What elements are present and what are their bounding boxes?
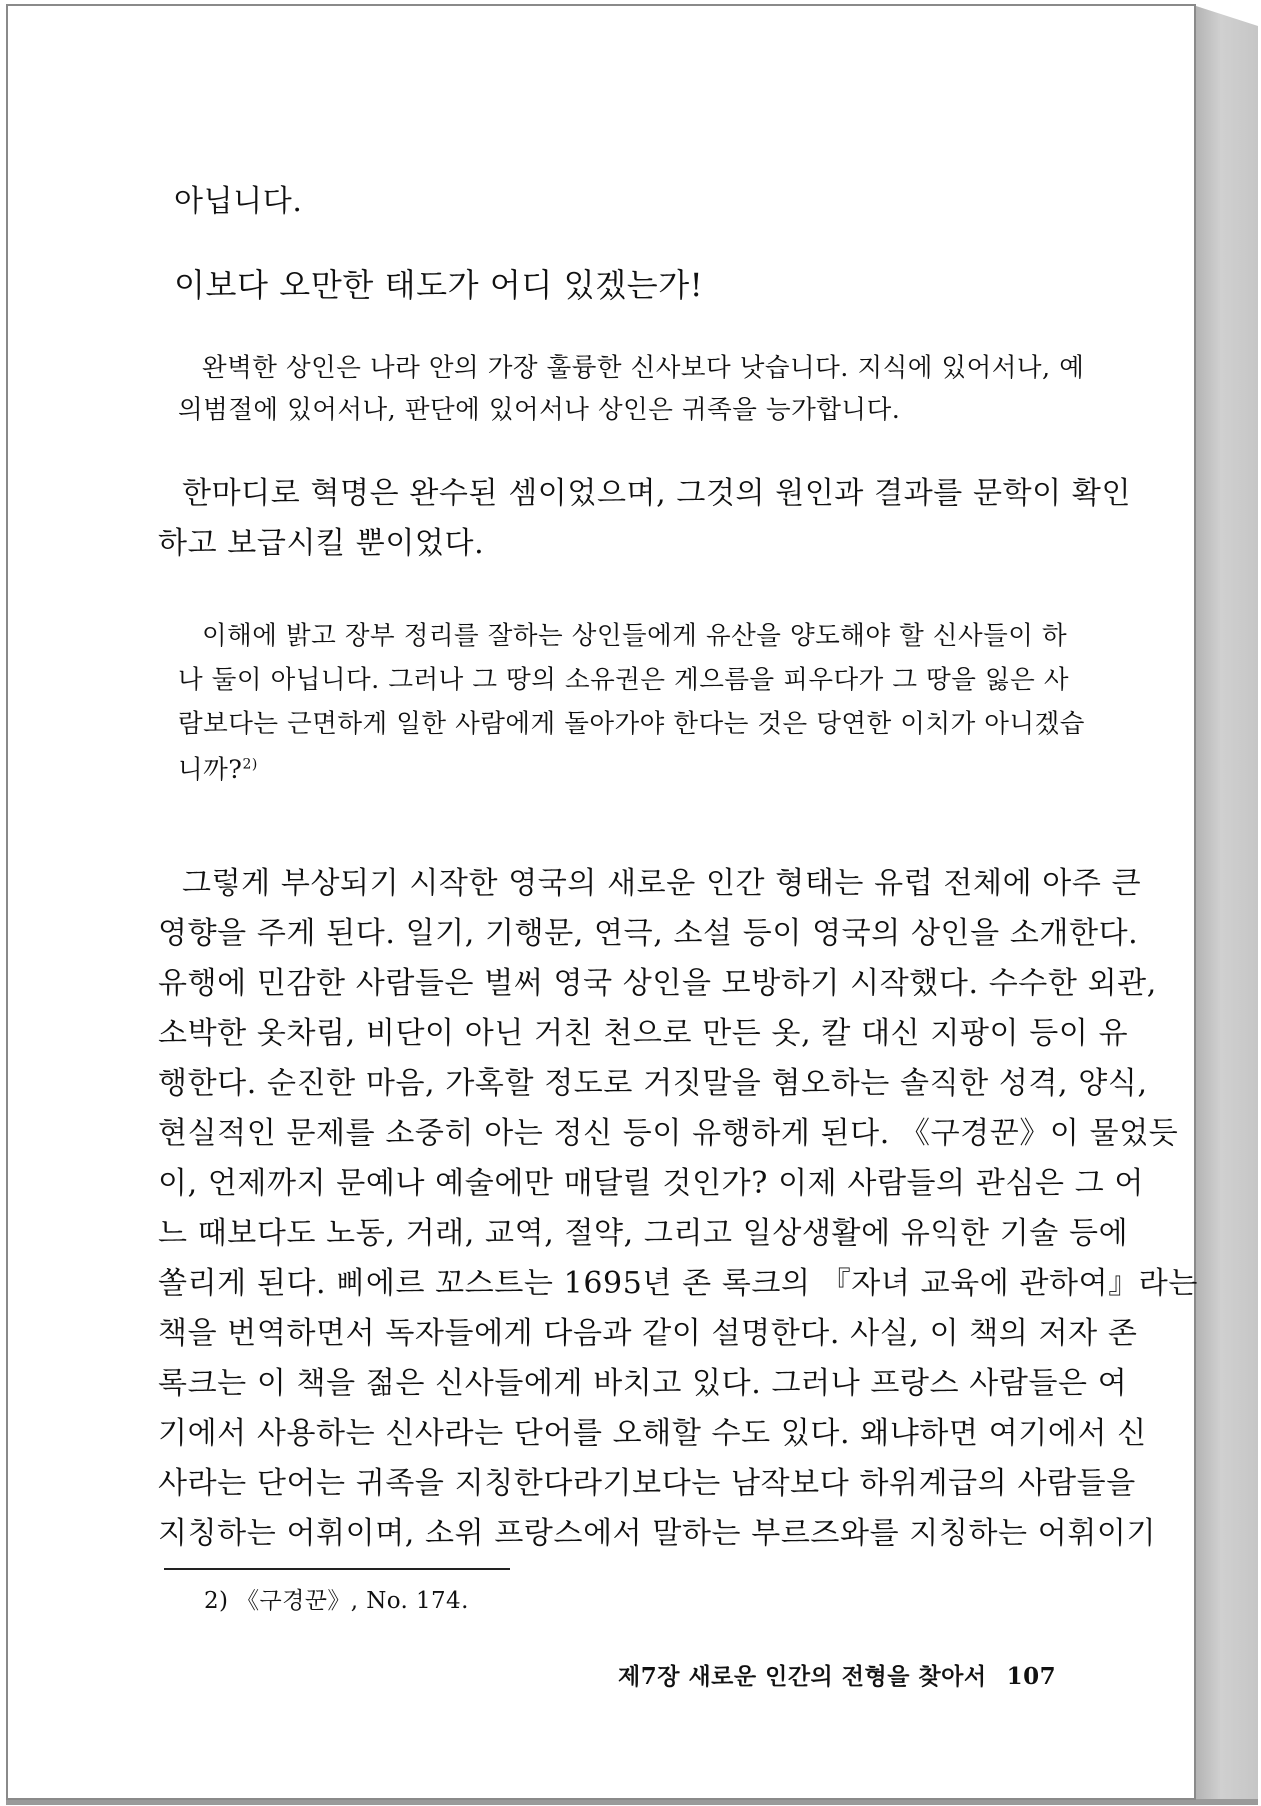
running-footer [618, 1658, 1056, 1691]
paragraph-line: 유행에 민감한 사람들은 벌써 영국 상인을 모방하기 시작했다. 수수한 외관, [158, 966, 1157, 1001]
footnote-marker: 2) [242, 756, 258, 773]
paragraph-line: 쏠리게 된다. 삐에르 꼬스트는 1695년 존 록크의 『자녀 교육에 관하여』라는 [158, 1266, 1198, 1301]
paragraph-line: 이, 언제까지 문예나 예술에만 매달릴 것인가? 이제 사람들의 관심은 그 어 [158, 1166, 1144, 1201]
book-edge-side [1196, 6, 1258, 1802]
quote-line: 나 둘이 아닙니다. 그러나 그 땅의 소유권은 게으름을 피우다가 그 땅을 잃은 사 [178, 665, 1069, 695]
paragraph-line: 현실적인 문제를 소중히 아는 정신 등이 유행하게 된다. 《구경꾼》이 물었듯 [158, 1116, 1179, 1151]
quote-line: 람보다는 근면하게 일한 사람에게 돌아가야 한다는 것은 당연한 이치가 아니겠습 [178, 709, 1085, 739]
quote-line: 의범절에 있어서나, 판단에 있어서나 상인은 귀족을 능가합니다. [178, 395, 901, 425]
quote-line: 완벽한 상인은 나라 안의 가장 훌륭한 신사보다 낫습니다. 지식에 있어서나, 예 [202, 353, 1085, 383]
paragraph-line: 아닙니다. [174, 184, 303, 219]
paragraph-line: 한마디로 혁명은 완수된 셈이었으며, 그것의 원인과 결과를 문학이 확인 [182, 476, 1132, 511]
paragraph-line: 지칭하는 어휘이며, 소위 프랑스에서 말하는 부르즈와를 지칭하는 어휘이기 [158, 1516, 1157, 1551]
paragraph-line: 책을 번역하면서 독자들에게 다음과 같이 설명한다. 사실, 이 책의 저자 존 [158, 1316, 1138, 1351]
paragraph-line: 이보다 오만한 태도가 어디 있겠는가! [174, 266, 704, 304]
quote-line: 이해에 밝고 장부 정리를 잘하는 상인들에게 유산을 양도해야 할 신사들이 하 [202, 621, 1068, 651]
paragraph-line: 그렇게 부상되기 시작한 영국의 새로운 인간 형태는 유럽 전체에 아주 큰 [182, 866, 1142, 901]
paragraph-line: 행한다. 순진한 마음, 가혹할 정도로 거짓말을 혐오하는 솔직한 성격, 양식, [158, 1066, 1148, 1101]
quote-line [178, 750, 258, 786]
paragraph-line: 소박한 옷차림, 비단이 아닌 거친 천으로 만든 옷, 칼 대신 지팡이 등이 유 [158, 1016, 1129, 1051]
paragraph-line: 사라는 단어는 귀족을 지칭한다라기보다는 남작보다 하위계급의 사람들을 [158, 1466, 1136, 1501]
paragraph-line: 느 때보다도 노동, 거래, 교역, 절약, 그리고 일상생활에 유익한 기술 등에 [158, 1216, 1129, 1251]
quote-text: 니까? [178, 755, 243, 785]
page-number: 107 [1006, 1663, 1057, 1690]
chapter-title: 제7장 새로운 인간의 전형을 찾아서 [618, 1663, 987, 1690]
paragraph-line: 하고 보급시킬 뿐이었다. [158, 526, 485, 561]
footnote: 2) 《구경꾼》, No. 174. [204, 1588, 469, 1614]
paragraph-line: 영향을 주게 된다. 일기, 기행문, 연극, 소설 등이 영국의 상인을 소개한다. [158, 916, 1139, 951]
footnote-divider [164, 1568, 510, 1570]
book-page [6, 4, 1196, 1800]
paragraph-line: 록크는 이 책을 젊은 신사들에게 바치고 있다. 그러나 프랑스 사람들은 여 [158, 1366, 1128, 1401]
paragraph-line: 기에서 사용하는 신사라는 단어를 오해할 수도 있다. 왜냐하면 여기에서 신 [158, 1416, 1147, 1451]
